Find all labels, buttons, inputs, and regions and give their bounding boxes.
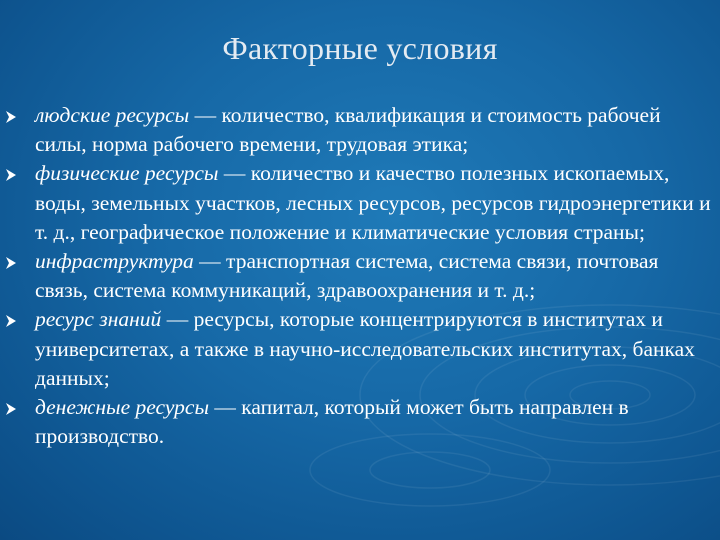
bullet-item [0,159,720,247]
bullet-term: физические ресурсы [35,161,219,186]
bullet-list [0,101,720,451]
bullet-term: денежные ресурсы [35,395,210,420]
bullet-term: инфраструктура [35,249,194,274]
bullet-item [0,393,720,451]
bullet-text: — количество, квалификация и стоимость рабочей силы, норма рабочего времени, трудовая этика; [35,103,661,157]
bullet-item [0,247,720,305]
bullet-term: ресурс знаний [35,307,162,332]
bullet-term: людские ресурсы [35,103,190,127]
arrowhead-bullet-icon [5,110,17,124]
bullet-item [0,101,720,159]
arrowhead-bullet-icon [5,168,17,182]
bullet-text: — количество и качество полезных ископаемых, воды, земельных участков, лесных ресурсов, ресурсов гидроэнергетики и т. д., географическое положение и климатические условия страны; [35,161,711,244]
bullet-text: — капитал, который может быть направлен в производство. [35,395,629,449]
slide-title: Факторные условия [222,30,498,66]
arrowhead-bullet-icon [5,256,17,270]
bullet-text: — ресурсы, которые концентрируются в институтах и университетах, а также в научно-исследовательских институтах, банках данных; [35,307,695,390]
bullet-text: — транспортная система, система связи, почтовая связь, система коммуникаций, здравоохранения и т. д.; [35,249,659,303]
arrowhead-bullet-icon [5,314,17,328]
arrowhead-bullet-icon [5,402,17,416]
bullet-item [0,305,720,393]
